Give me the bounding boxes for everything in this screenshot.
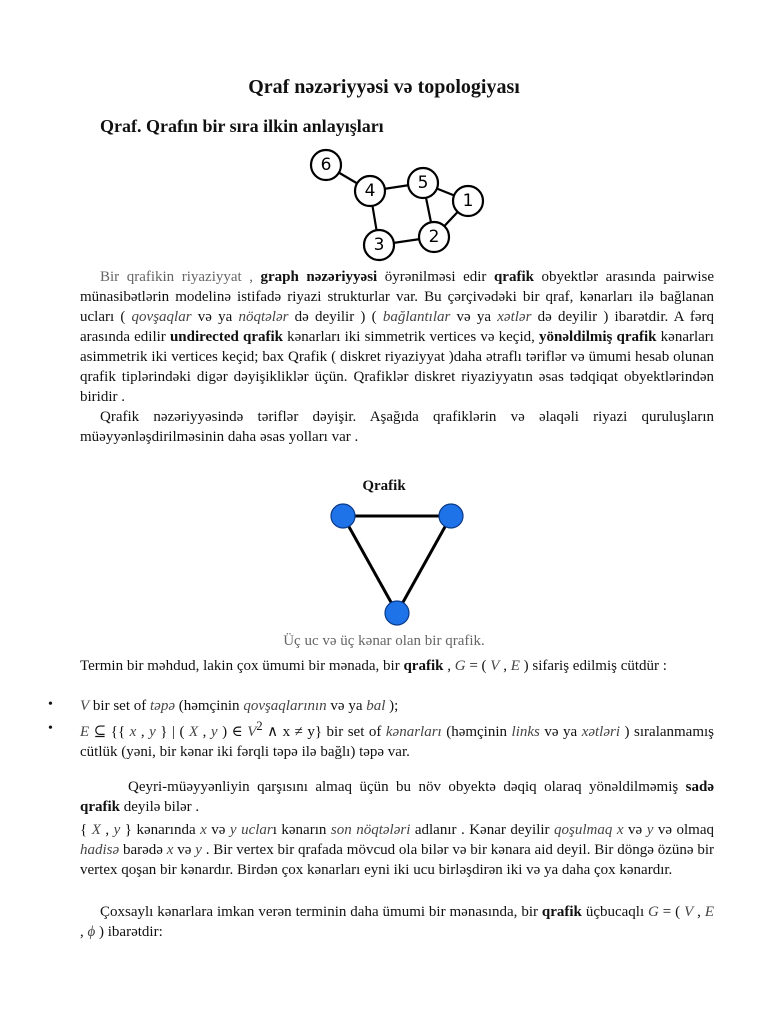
triangle-node-left bbox=[331, 504, 355, 528]
bullet-item-vertices: V bir set of təpə (həmçinin qovşaqlarının və ya bal ); bbox=[80, 698, 399, 714]
figure-label: Qrafik bbox=[362, 478, 406, 494]
node-label-5: 5 bbox=[417, 173, 429, 193]
bullet-item-edges: E ⊆ {{ x , y } | ( X , y ) ∈ $V^2$ ∧ x ≠ y} bir set of kənarları (həmçinin links və ya xətləri ) sıralanmamış cütlük (yəni, bir kənar iki fərqli təpə ilə bağlı) təpə var. bbox=[80, 719, 715, 760]
graph-figure-1 bbox=[300, 142, 500, 266]
page-title: Qraf nəzəriyyəsi və topologiyası bbox=[248, 76, 520, 98]
bullet-marker: • bbox=[48, 697, 53, 712]
paragraph-simple-graph: Qeyri-müəyyənliyin qarşısını almaq üçün bu növ obyektə dəqiq olaraq yönəldilməmiş sadə qrafik deyilə bilər . bbox=[80, 779, 714, 815]
node-label-3: 3 bbox=[373, 235, 385, 255]
node-label-6: 6 bbox=[320, 155, 332, 175]
triangle-edge-right bbox=[397, 516, 451, 613]
paragraph-multigraph: Çoxsaylı kənarlara imkan verən terminin daha ümumi bir mənasında, bir qrafik üçbucaqlı G = ( V , E , ϕ ) ibarətdir: bbox=[80, 904, 714, 940]
paragraph-endpoints: { X , y } kənarında x və y ucları kənarın son nöqtələri adlanır . Kənar deyilir qoşulmaq x və y və olmaq hadisə barədə x və y . Bir vertex bir qrafada mövcud ola bilər və bir kənara aid deyil. Bir döngə özünə bir vertex qoşan bir kənardır. Birdən çox kənarları eyni iki ucu birləşdirən iki və ya daha çox kənardır. bbox=[80, 822, 714, 878]
paragraph-definitions: Qrafik nəzəriyyəsində təriflər dəyişir. Aşağıda qrafiklərin və əlaqəli riyazi quruluşların müəyyənləşdirilməsinin daha əsas yolları var . bbox=[80, 409, 714, 445]
bullet-marker: • bbox=[48, 721, 53, 736]
figure-caption: Üç uc və üç kənar olan bir qrafik. bbox=[283, 633, 485, 649]
node-label-4: 4 bbox=[364, 181, 376, 201]
triangle-node-right bbox=[439, 504, 463, 528]
triangle-node-bottom bbox=[385, 601, 409, 625]
triangle-edge-left bbox=[343, 516, 397, 613]
section-heading: Qraf. Qrafın bir sıra ilkin anlayışları bbox=[100, 116, 384, 136]
node-label-1: 1 bbox=[462, 191, 474, 211]
triangle-graph-figure bbox=[326, 500, 466, 630]
node-label-2: 2 bbox=[428, 227, 440, 247]
paragraph-ordered-pair: Termin bir məhdud, lakin çox ümumi bir mənada, bir qrafik , G = ( V , E ) sifariş edilmiş cütdür : bbox=[80, 658, 667, 674]
paragraph-intro: Bir qrafikin riyaziyyat , graph nəzəriyyəsi öyrənilməsi edir qrafik obyektlər arasında pairwise münasibətlərin modelinə istifadə riyazi strukturlar var. Bu çərçivədəki bir qraf, kənarları ilə bağlanan ucları ( qovşaqlar və ya nöqtələr də deyilir ) ( bağlantılar və ya xətlər də deyilir ) ibarətdir. A fərq arasında edilir undirected qrafik kənarları iki simmetrik vertices və keçid, yönəldilmiş qrafik kənarları asimmetrik iki vertices keçid; bax Qrafik ( diskret riyaziyyat )daha ətraflı təriflər və ümumi hesab olunan qrafik tiplərindəki digər dəyişikliklər üçün. Qrafiklər diskret riyaziyyatın əsas tədqiqat obyektlərindən biridir . Qrafik nəzəriyyəsində təriflər dəyişir. Aşağıda qrafiklərin və əlaqəli riyazi quruluşların müəyyənləşdirilməsinin daha əsas yolları var . bbox=[80, 269, 715, 445]
